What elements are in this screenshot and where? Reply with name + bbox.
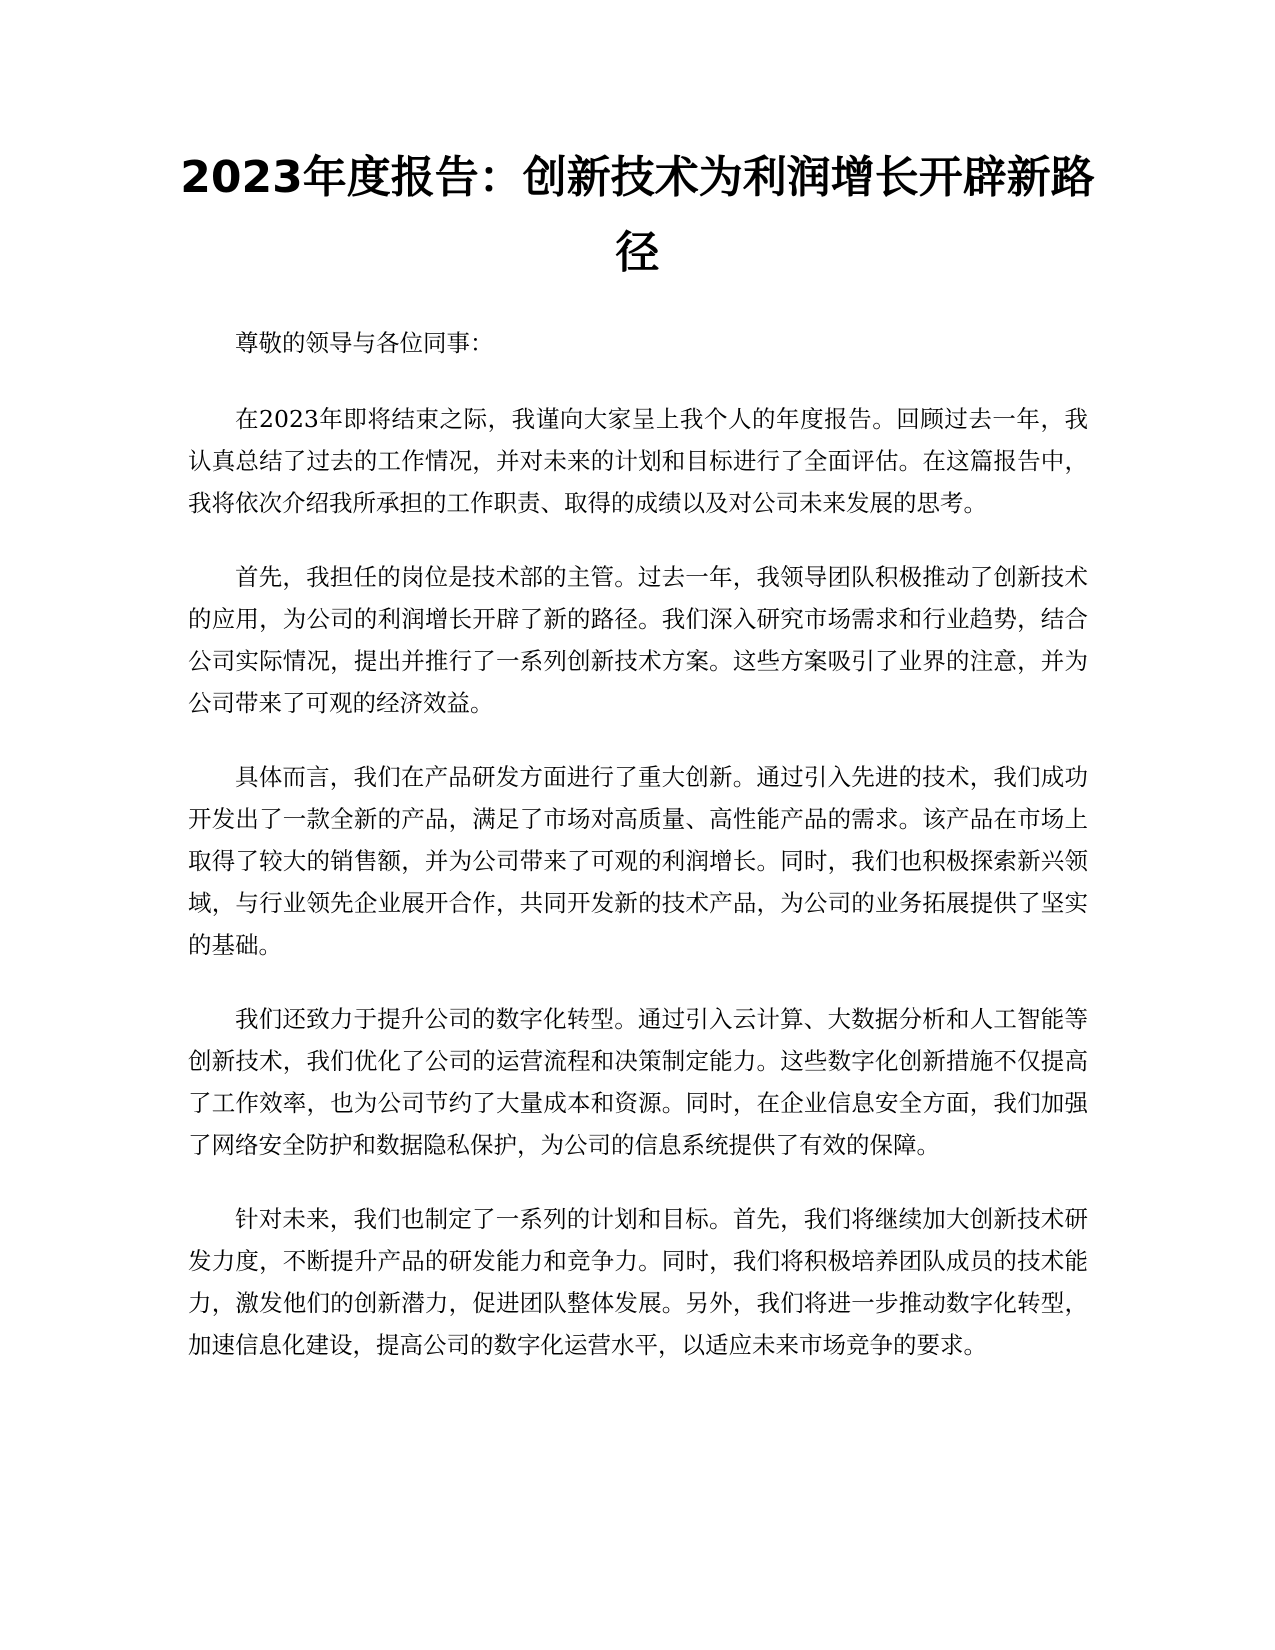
- paragraph-product: 具体而言，我们在产品研发方面进行了重大创新。通过引入先进的技术，我们成功开发出了一款全新的产品，满足了市场对高质量、高性能产品的需求。该产品在市场上取得了较大的销售额，并为公司带来了可观的利润增长。同时，我们也积极探索新兴领域，与行业领先企业展开合作，共同开发新的技术产品，为公司的业务拓展提供了坚实的基础。: [188, 763, 1088, 959]
- document-body: [188, 322, 1088, 1398]
- paragraph-digital: 我们还致力于提升公司的数字化转型。通过引入云计算、大数据分析和人工智能等创新技术，我们优化了公司的运营流程和决策制定能力。这些数字化创新措施不仅提高了工作效率，也为公司节约了大量成本和资源。同时，在企业信息安全方面，我们加强了网络安全防护和数据隐私保护，为公司的信息系统提供了有效的保障。: [188, 1005, 1088, 1159]
- paragraph-future: 针对未来，我们也制定了一系列的计划和目标。首先，我们将继续加大创新技术研发力度，不断提升产品的研发能力和竞争力。同时，我们将积极培养团队成员的技术能力，激发他们的创新潜力，促进团队整体发展。另外，我们将进一步推动数字化转型，加速信息化建设，提高公司的数字化运营水平，以适应未来市场竞争的要求。: [188, 1205, 1088, 1359]
- paragraph-intro: 在2023年即将结束之际，我谨向大家呈上我个人的年度报告。回顾过去一年，我认真总结了过去的工作情况，并对未来的计划和目标进行了全面评估。在这篇报告中，我将依次介绍我所承担的工作职责、取得的成绩以及对公司未来发展的思考。: [188, 405, 1088, 517]
- salutation: 尊敬的领导与各位同事：: [235, 329, 494, 357]
- paragraph-role: 首先，我担任的岗位是技术部的主管。过去一年，我领导团队积极推动了创新技术的应用，为公司的利润增长开辟了新的路径。我们深入研究市场需求和行业趋势，结合公司实际情况，提出并推行了一系列创新技术方案。这些方案吸引了业界的注意，并为公司带来了可观的经济效益。: [188, 563, 1088, 717]
- document-title: 2023年度报告：创新技术为利润增长开辟新路径: [180, 152, 1095, 278]
